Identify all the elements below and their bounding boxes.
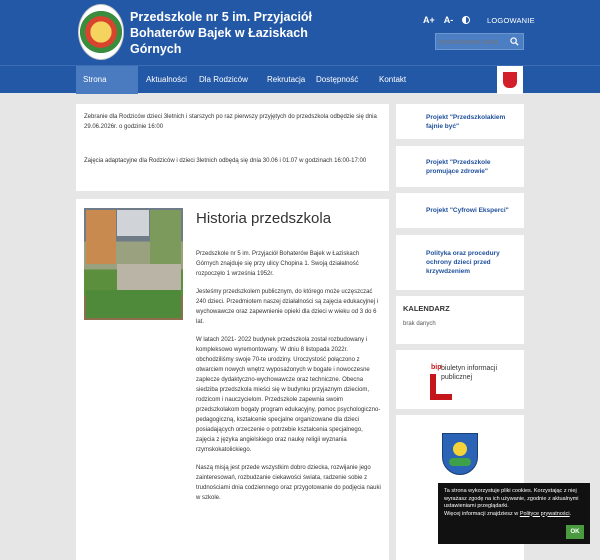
font-decrease-button[interactable]: A- <box>443 15 454 25</box>
announcement-2: Zajęcia adaptacyjne dla Rodziców i dzieci 3letnich odbędą się dnia 30.06 i 01.07 w godzinach 16:00-17:00 <box>84 158 367 164</box>
site-header <box>0 0 600 65</box>
nav-item-contact[interactable]: Kontakt <box>379 75 407 84</box>
font-increase-button[interactable]: A+ <box>423 15 435 25</box>
kindergarten-photo-collage <box>84 208 183 320</box>
accessibility-controls <box>423 15 470 25</box>
nav-item-accessibility[interactable] <box>309 66 369 94</box>
contrast-icon[interactable] <box>462 16 470 24</box>
history-text <box>196 249 381 511</box>
bip-text: biuletyn informacji publicznej <box>441 365 498 381</box>
bip-word: bip <box>431 364 442 371</box>
bip-banner[interactable] <box>396 350 524 409</box>
nav-item-parents-label: Dla Rodziców <box>199 75 248 84</box>
nav-item-accessibility-label: Dostępność <box>316 75 359 84</box>
nav-item-news[interactable]: Aktualności <box>146 75 187 84</box>
calendar-empty-text: brak danych <box>403 321 436 327</box>
child-protection-policy-link[interactable]: Polityka oraz procedury ochrony dzieci przed krzywdzeniem <box>396 235 524 290</box>
search-icon[interactable] <box>510 37 519 46</box>
search-box <box>435 33 524 50</box>
project-link-fajnie-byc[interactable]: Projekt "Przedszkolakiem fajnie być" <box>396 104 524 139</box>
cookie-ok-button[interactable]: OK <box>566 525 584 539</box>
search-input[interactable] <box>439 36 507 48</box>
history-section <box>76 199 389 560</box>
site-title[interactable]: Przedszkole nr 5 im. Przyjaciół Bohaterów Bajek w Łaziskach Górnych <box>130 10 313 56</box>
poland-emblem[interactable] <box>497 66 523 94</box>
nav-item-parents[interactable] <box>192 66 255 94</box>
announcement-1: Zebranie dla Rodziców dzieci 3letnich i starszych po raz pierwszy przyjętych do przedszkola odbędzie się dnia 29.06.2026r. o godzinie 16:00 <box>84 114 377 130</box>
cookie-notice: Ta strona wykorzystuje pliki cookies. Korzystając z niej wyrażasz zgodę na ich używanie, zgodnie z aktualnymi ustawieniami przeglądarki. Więcej informacji znajdziesz w Polityce prywatności. OK <box>438 483 590 544</box>
calendar-widget <box>396 296 524 344</box>
eagle-icon <box>503 72 517 88</box>
school-logo[interactable] <box>78 4 124 60</box>
history-paragraph: W latach 2021- 2022 budynek przedszkola został rozbudowany i kompleksowo wyremontowany. W dniu 8 listopada 2022r. obchodziliśmy swoje 70-te urodziny. Uroczystość połączono z otwarciem nowych wnętrz wyposażonych w bogate i nowoczesne zaplecze dydaktyczno-wychowawcze oraz techniczne. Obecna siedziba przedszkola mieści się w budynku przyjaznym dzieciom, rodzicom i nauczycielom. Przedszkole zapewnia swoim przedszkolakom bogaty program edukacyjny, pomoc psychologiczno-pedagogiczną, kształcenie specjalne organizowane dla dzieci posiadających orzeczenie o potrzebie kształcenia specjalnego, zajęcia z języka angielskiego oraz naukę religii wyznania rzymskokatolickiego. <box>196 337 381 453</box>
privacy-policy-link[interactable]: Polityce prywatności <box>519 510 570 517</box>
project-link-promujace-zdrowie[interactable]: Projekt "Przedszkole promujące zdrowie" <box>396 146 524 187</box>
nav-item-recruitment[interactable]: Rekrutacja <box>267 75 306 84</box>
announcements-box <box>76 104 389 191</box>
history-paragraph: Jesteśmy przedszkolem publicznym, do którego może uczęszczać 240 dzieci. Przedmiotem naszej działalności są zajęcia edukacyjnej i wychowawcze oraz zapewnienie opieki dla dzieci w wieku od 3 do 6 lat. <box>196 289 379 325</box>
city-crest-icon <box>442 433 478 475</box>
cookie-text: Ta strona wykorzystuje pliki cookies. Korzystając z niej wyrażasz zgodę na ich używanie, zgodnie z aktualnymi ustawieniami przeglądarki. <box>444 488 579 509</box>
history-paragraph: Przedszkole nr 5 im. Przyjaciół Bohaterów Bajek w Łaziskach Górnych znajduje się przy ulicy Chopina 1. Swoją działalność rozpoczęło 1 września 1952r. <box>196 251 360 277</box>
history-paragraph: Naszą misją jest przede wszystkim dobro dziecka, rozwijanie jego zainteresowań, rozbudzanie ciekawości świata, radzenie sobie z trudnościami dnia codziennego oraz przygotowanie do podjęcia nauki w szkole. <box>196 465 381 501</box>
cookie-more-text: Więcej informacji znajdziesz w <box>444 510 519 517</box>
calendar-title: KALENDARZ <box>403 304 450 313</box>
nav-item-home[interactable]: Strona <box>76 66 138 94</box>
bip-logo-icon <box>412 356 442 402</box>
history-title: Historia przedszkola <box>196 210 332 227</box>
main-nav <box>0 65 600 93</box>
project-link-cyfrowi-eksperci[interactable]: Projekt "Cyfrowi Eksperci" <box>396 193 524 228</box>
login-link[interactable]: LOGOWANIE <box>487 16 535 25</box>
